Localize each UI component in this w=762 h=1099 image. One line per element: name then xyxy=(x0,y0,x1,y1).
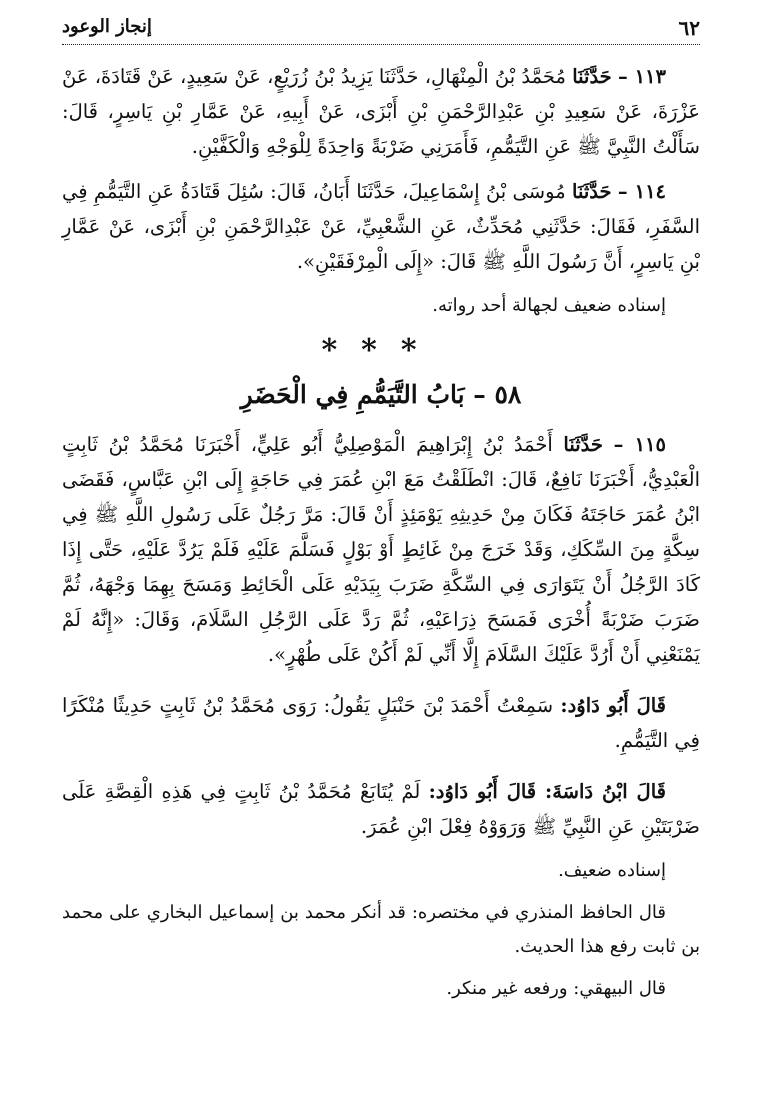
running-title: إنجاز الوعود xyxy=(62,16,152,37)
abu-dawud-note-2 xyxy=(62,774,700,844)
hadith-number: ١١٥ – xyxy=(613,433,666,456)
hadith-115-grading: إسناده ضعيف. xyxy=(558,860,666,881)
section-separator: *** xyxy=(321,333,441,368)
book-page xyxy=(62,14,700,1014)
commentary-mundhiri: قال الحافظ المنذري في مختصره: قد أنكر محمد بن إسماعيل البخاري على محمد بن ثابت رفع هذا الحديث. xyxy=(62,902,700,957)
hadith-text: أَحْمَدُ بْنُ إِبْرَاهِيمَ الْمَوْصِلِيُّ أَبُو عَلِيٍّ، أَخْبَرَنَا مُحَمَّدُ بْنُ ثَابِتٍ الْعَبْدِيُّ، أَخْبَرَنَا نَافِعٌ، قَالَ: انْطَلَقْتُ مَعَ ابْنِ عُمَرَ فِي حَاجَةٍ إِلَى ابْنِ عَبَّاسٍ، فَقَضَى ابْنُ عُمَرَ حَاجَتَهُ فَكَانَ مِنْ حَدِيثِهِ يَوْمَئِذٍ أَنْ قَالَ: مَرَّ رَجُلٌ عَلَى رَسُولِ اللَّهِ ﷺ فِي سِكَّةٍ مِنَ السِّكَكِ، وَقَدْ خَرَجَ مِنْ غَائِطٍ أَوْ بَوْلٍ فَسَلَّمَ عَلَيْهِ فَلَمْ يَرُدَّ عَلَيْهِ، حَتَّى إِذَا كَادَ الرَّجُلُ أَنْ يَتَوَارَى فِي السِّكَّةِ ضَرَبَ بِيَدَيْهِ عَلَى الْحَائِطِ وَمَسَحَ بِهِمَا وَجْهَهُ، ثُمَّ ضَرَبَ ضَرْبَةً أُخْرَى فَمَسَحَ ذِرَاعَيْهِ، ثُمَّ رَدَّ عَلَى الرَّجُلِ السَّلَامَ، وَقَالَ: «إِنَّهُ لَمْ يَمْنَعْنِي أَنْ أَرُدَّ عَلَيْكَ السَّلَامَ إِلَّا أَنِّي لَمْ أَكُنْ عَلَى طُهْرٍ». xyxy=(62,433,700,666)
hadith-114 xyxy=(62,174,700,279)
page-number: ٦٢ xyxy=(678,16,700,40)
hadith-lead: حَدَّثَنَا xyxy=(572,65,612,88)
hadith-text: مُحَمَّدُ بْنُ الْمِنْهَالِ، حَدَّثَنَا يَزِيدُ بْنُ زُرَيْعٍ، عَنْ سَعِيدٍ، عَنْ قَتَادَةَ، عَنْ عَزْرَةَ، عَنْ سَعِيدِ بْنِ عَبْدِالرَّحْمَنِ بْنِ أَبْزَى، عَنْ أَبِيهِ، عَنْ عَمَّارِ بْنِ يَاسِرٍ، قَالَ: سَأَلْتُ النَّبِيَّ ﷺ عَنِ التَّيَمُّمِ، فَأَمَرَنِي ضَرْبَةً وَاحِدَةً لِلْوَجْهِ وَالْكَفَّيْنِ. xyxy=(62,65,700,158)
note-text: لَمْ يُتَابَعْ مُحَمَّدُ بْنُ ثَابِتٍ فِي هَذِهِ الْقِصَّةِ عَلَى ضَرْبَتَيْنِ عَنِ النَّبِيِّ ﷺ وَرَوَوْهُ فِعْلَ ابْنِ عُمَرَ. xyxy=(62,780,700,838)
hadith-lead: حَدَّثَنَا xyxy=(572,180,612,203)
chapter-title: ٥٨ – بَابُ التَّيَمُّمِ فِي الْحَضَرِ xyxy=(240,380,522,409)
hadith-115 xyxy=(62,427,700,672)
hadith-113 xyxy=(62,59,700,164)
note-text: سَمِعْتُ أَحْمَدَ بْنَ حَنْبَلٍ يَقُولُ: رَوَى مُحَمَّدُ بْنُ ثَابِتٍ حَدِيثًا مُنْكَرًا فِي التَّيَمُّمِ. xyxy=(62,694,700,752)
note-lead: قَالَ ابْنُ دَاسَةَ: قَالَ أَبُو دَاوُد: xyxy=(428,780,666,803)
commentary-bayhaqi: قال البيهقي: ورفعه غير منكر. xyxy=(446,978,666,999)
hadith-114-grading: إسناده ضعيف لجهالة أحد رواته. xyxy=(432,295,666,316)
hadith-lead: حَدَّثَنَا xyxy=(563,433,603,456)
hadith-text: مُوسَى بْنُ إِسْمَاعِيلَ، حَدَّثَنَا أَبَانُ، قَالَ: سُئِلَ قَتَادَةُ عَنِ التَّيَمُّمِ فِي السَّفَرِ، فَقَالَ: حَدَّثَنِي مُحَدِّثٌ، عَنِ الشَّعْبِيِّ، عَنْ عَبْدِالرَّحْمَنِ بْنِ أَبْزَى، عَنْ عَمَّارِ بْنِ يَاسِرٍ، أَنَّ رَسُولَ اللَّهِ ﷺ قَالَ: «إِلَى الْمِرْفَقَيْنِ». xyxy=(62,180,700,273)
running-header xyxy=(62,14,700,45)
hadith-number: ١١٤ – xyxy=(617,180,667,203)
abu-dawud-note-1 xyxy=(62,688,700,758)
hadith-number: ١١٣ – xyxy=(617,65,666,88)
note-lead: قَالَ أَبُو دَاوُد: xyxy=(560,694,667,717)
